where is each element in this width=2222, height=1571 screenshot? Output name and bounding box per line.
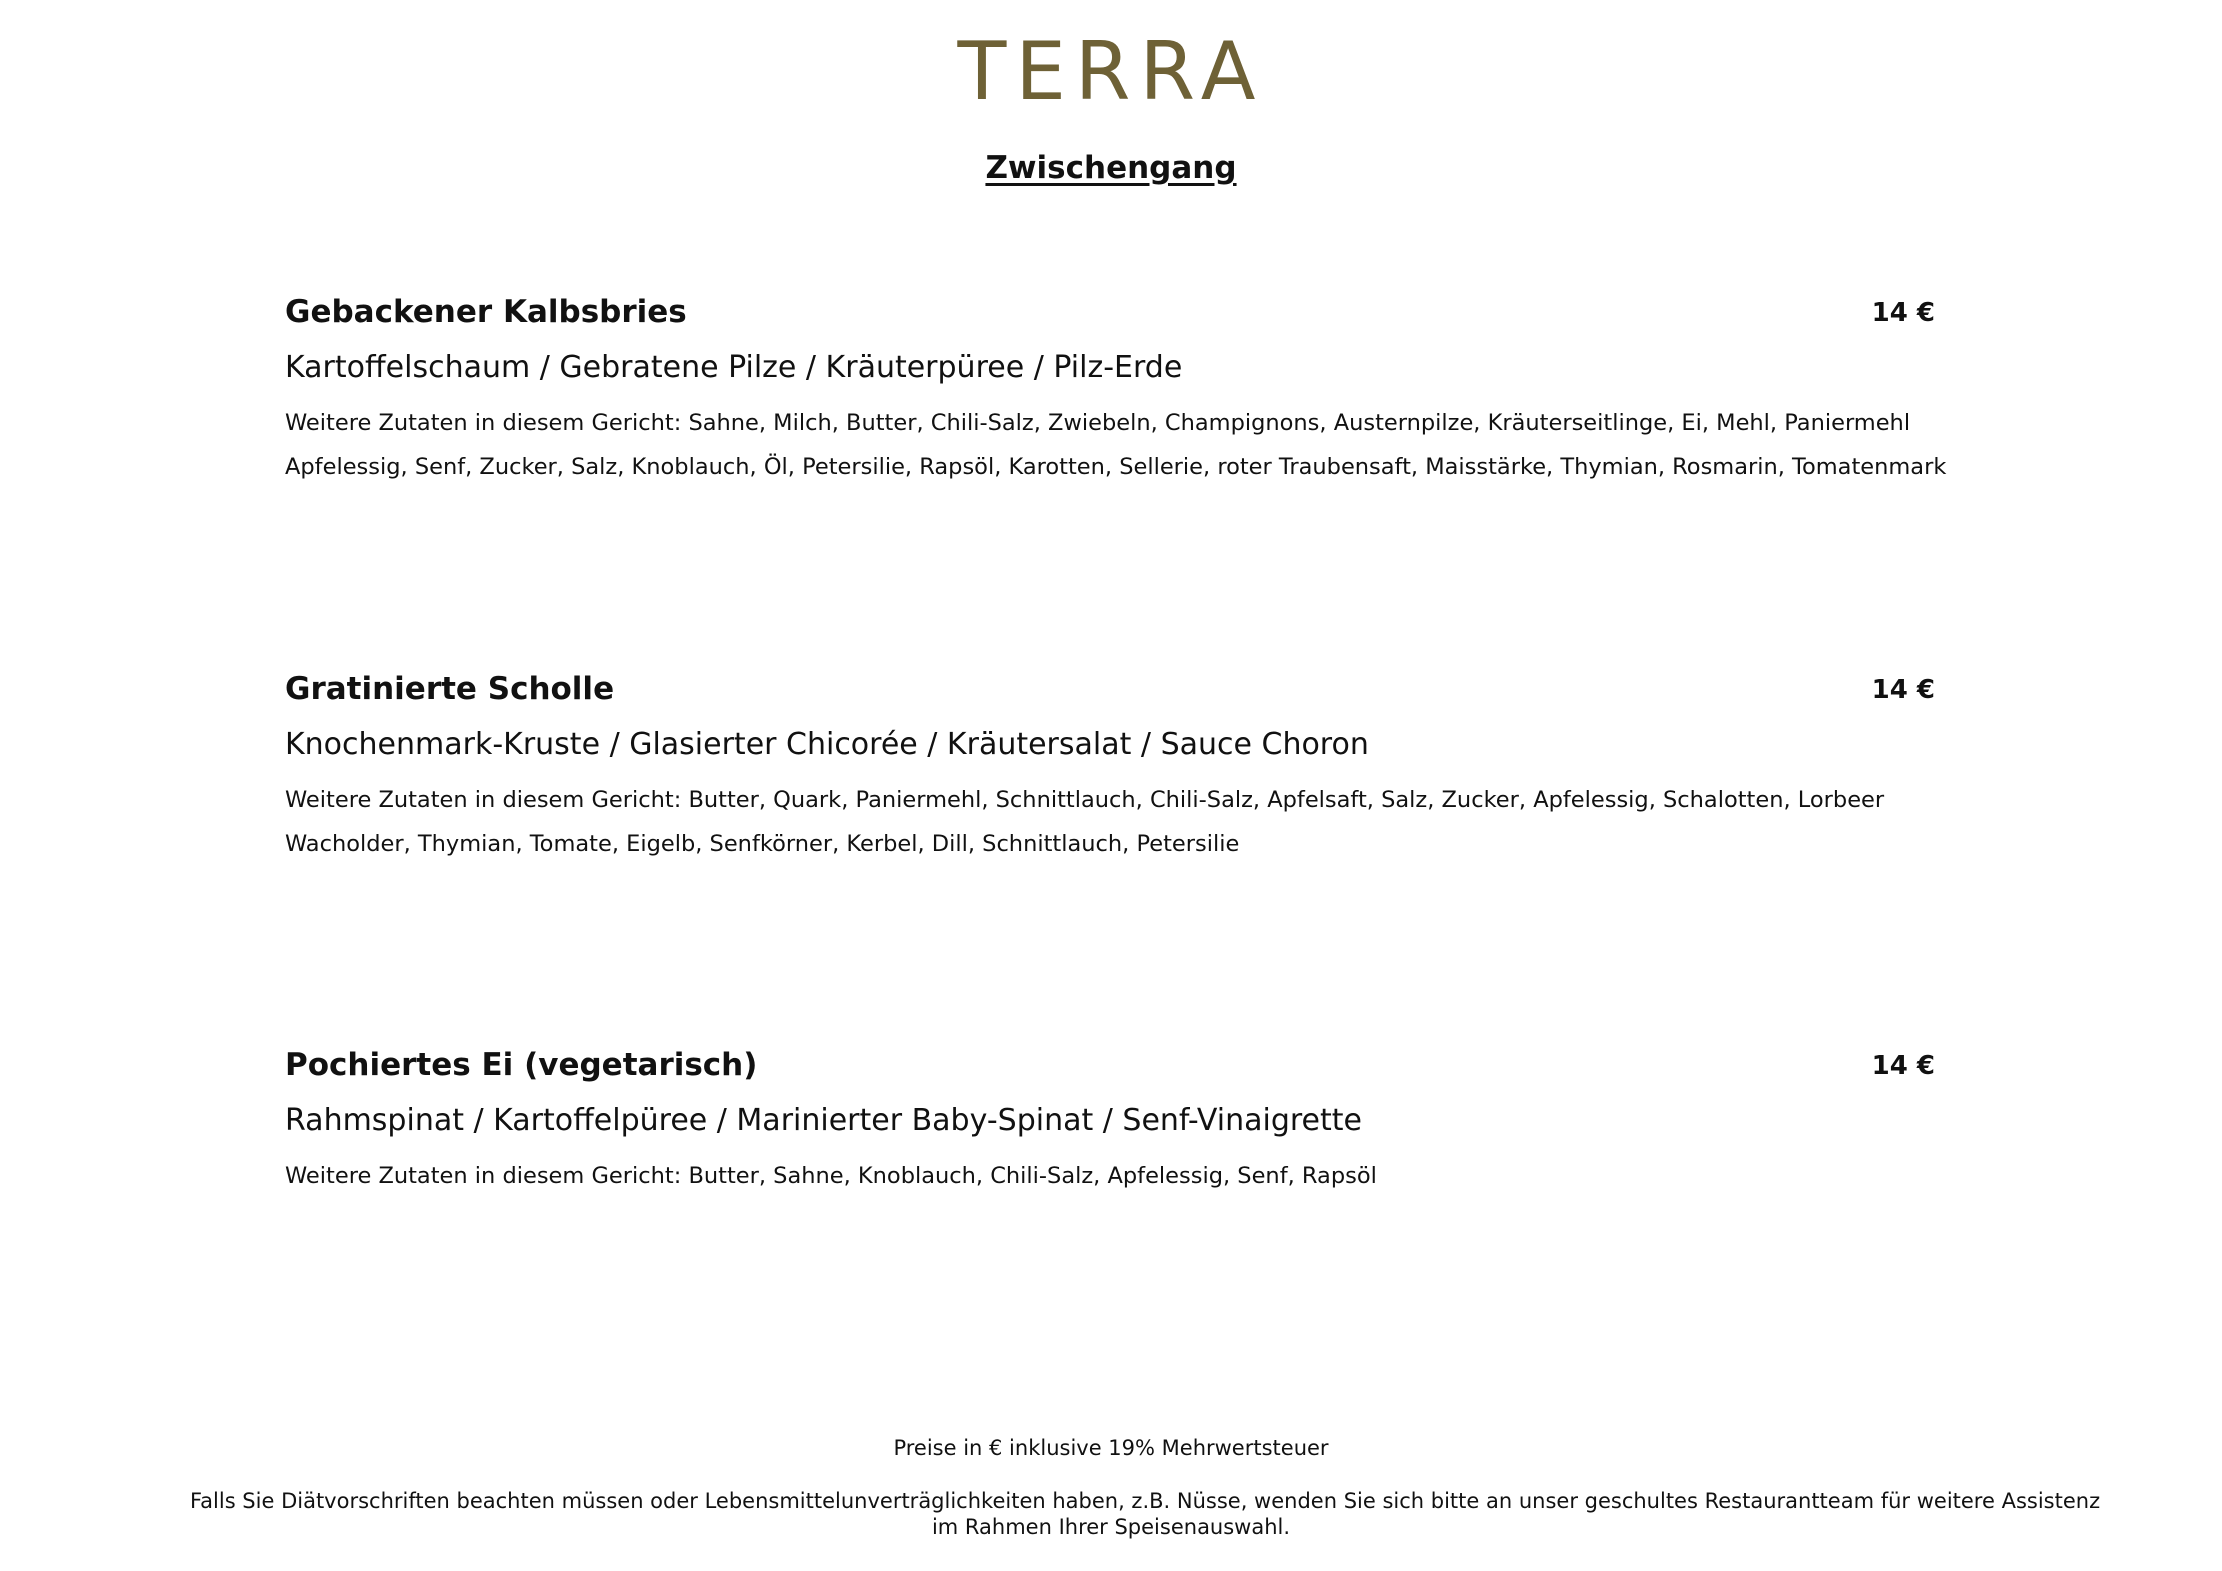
dish-components: Knochenmark-Kruste / Glasierter Chicorée / Kräutersalat / Sauce Choron <box>285 727 1369 762</box>
dish-price: 14 € <box>1871 675 1935 705</box>
dish-price: 14 € <box>1871 1051 1935 1081</box>
allergy-note-line: Falls Sie Diätvorschriften beachten müssen oder Lebensmittelunverträglichkeiten haben, z.B. Nüsse, wenden Sie sich bitte an unser geschultes Restaurantteam für weitere Assistenz <box>190 1489 2101 1513</box>
ingredients-line: Weitere Zutaten in diesem Gericht: Sahne, Milch, Butter, Chili-Salz, Zwiebeln, Champignons, Austernpilze, Kräuterseitlinge, Ei, Mehl, Paniermehl <box>285 410 1911 436</box>
menu-item <box>285 1047 1945 1207</box>
dish-ingredients <box>285 778 1884 866</box>
ingredients-line: Apfelessig, Senf, Zucker, Salz, Knoblauch, Öl, Petersilie, Rapsöl, Karotten, Sellerie, roter Traubensaft, Maisstärke, Thymian, Rosmarin, Tomatenmark <box>285 454 1947 480</box>
menu-item <box>285 294 1945 494</box>
dish-components: Kartoffelschaum / Gebratene Pilze / Kräuterpüree / Pilz-Erde <box>285 350 1183 385</box>
dish-price: 14 € <box>1871 298 1935 328</box>
dish-name: Pochiertes Ei (vegetarisch) <box>285 1047 758 1083</box>
ingredients-line: Weitere Zutaten in diesem Gericht: Butter, Quark, Paniermehl, Schnittlauch, Chili-Salz, Apfelsaft, Salz, Zucker, Apfelessig, Schalotten, Lorbeer <box>285 787 1885 813</box>
dish-ingredients <box>285 401 1946 489</box>
allergy-note-line: im Rahmen Ihrer Speisenauswahl. <box>931 1515 1291 1539</box>
vat-note: Preise in € inklusive 19% Mehrwertsteuer <box>893 1436 1329 1460</box>
restaurant-logo: TERRA <box>957 25 1265 118</box>
dish-name: Gratinierte Scholle <box>285 671 615 707</box>
dish-ingredients <box>285 1154 1377 1198</box>
allergy-note <box>190 1488 2101 1540</box>
ingredients-line: Weitere Zutaten in diesem Gericht: Butter, Sahne, Knoblauch, Chili-Salz, Apfelessig, Senf, Rapsöl <box>285 1163 1377 1189</box>
ingredients-line: Wacholder, Thymian, Tomate, Eigelb, Senfkörner, Kerbel, Dill, Schnittlauch, Petersilie <box>285 831 1240 857</box>
menu-item <box>285 671 1945 871</box>
dish-name: Gebackener Kalbsbries <box>285 294 687 330</box>
section-title: Zwischengang <box>985 150 1237 186</box>
dish-components: Rahmspinat / Kartoffelpüree / Marinierter Baby-Spinat / Senf-Vinaigrette <box>285 1103 1362 1138</box>
